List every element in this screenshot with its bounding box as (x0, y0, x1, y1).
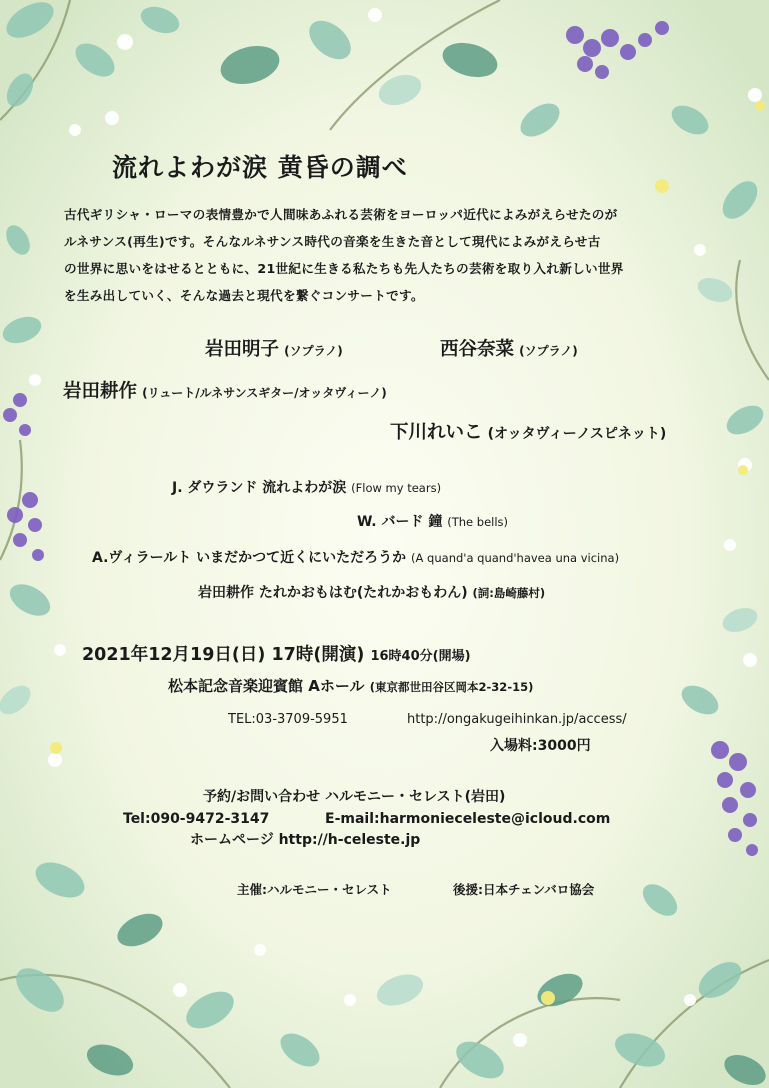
program-subtitle: (A quand'a quand'havea una vicina) (411, 551, 620, 565)
program-title: 岩田耕作 たれかおもはむ(たれかおもわん) (198, 585, 468, 601)
program-item-3 (92, 551, 619, 565)
program-subtitle: (詞:島崎藤村) (472, 586, 546, 600)
program-subtitle: (The bells) (447, 515, 509, 529)
program-title: J. ダウランド 流れよわが涙 (172, 480, 347, 496)
venue-address: (東京都世田谷区岡本2-32-15) (369, 680, 534, 694)
homepage-link[interactable]: ホームページ http://h-celeste.jp (190, 832, 421, 848)
contact-tel: Tel:090-9472-3147 (123, 811, 270, 827)
program-item-1 (172, 481, 441, 495)
venue (168, 679, 533, 694)
performer-1 (205, 341, 343, 360)
contact-email[interactable]: E-mail:harmonieceleste@icloud.com (325, 811, 611, 827)
performer-name: 岩田明子 (205, 339, 280, 360)
program-item-4 (198, 586, 545, 600)
program-subtitle: (Flow my tears) (351, 481, 442, 495)
performer-name: 下川れいこ (390, 422, 483, 443)
program-title: A.ヴィラールト いまだかつて近くにいただろうか (92, 550, 407, 566)
performer-role: (オッタヴィーノスピネット) (487, 426, 667, 442)
program-title: W. バード 鐘 (357, 514, 443, 530)
intro-line-4: を生み出していく、そんな過去と現代を繋ぐコンサートです。 (64, 288, 424, 303)
performer-role: (ソプラノ) (284, 344, 343, 358)
supporter: 後援:日本チェンバロ協会 (453, 882, 595, 897)
event-date (82, 647, 471, 665)
performer-role: (リュート/ルネサンスギター/オッタヴィーノ) (142, 386, 387, 400)
venue-tel: TEL:03-3709-5951 (228, 712, 348, 727)
admission-fee: 入場料:3000円 (490, 738, 591, 754)
performer-role: (ソプラノ) (519, 344, 578, 358)
page-title: 流れよわが涙 黄昏の調べ (112, 153, 408, 182)
intro-line-3: の世界に思いをはせるとともに、21世紀に生きる私たちも先人たちの芸術を取り入れ新しい世界 (64, 261, 624, 276)
venue-access-link[interactable]: http://ongakugeihinkan.jp/access/ (407, 712, 627, 727)
venue-name: 松本記念音楽迎賓館 Aホール (168, 677, 365, 695)
intro-line-1: 古代ギリシャ・ローマの表情豊かで人間味あふれる芸術をヨーロッパ近代によみがえらせたのが (64, 207, 618, 222)
performer-2 (440, 341, 578, 360)
performer-4 (390, 424, 666, 443)
performer-3 (63, 383, 387, 402)
intro-line-2: ルネサンス(再生)です。そんなルネサンス時代の音楽を生きた音として現代によみがえらせ古 (64, 234, 601, 249)
performer-name: 西谷奈菜 (440, 339, 515, 360)
performer-name: 岩田耕作 (63, 381, 138, 402)
program-item-2 (357, 515, 508, 529)
contact-label: 予約/お問い合わせ ハルモニー・セレスト(岩田) (203, 789, 506, 805)
organizer: 主催:ハルモニー・セレスト (237, 882, 392, 897)
doors-open: 16時40分(開場) (370, 649, 471, 664)
date-main: 2021年12月19日(日) 17時(開演) (82, 645, 365, 665)
